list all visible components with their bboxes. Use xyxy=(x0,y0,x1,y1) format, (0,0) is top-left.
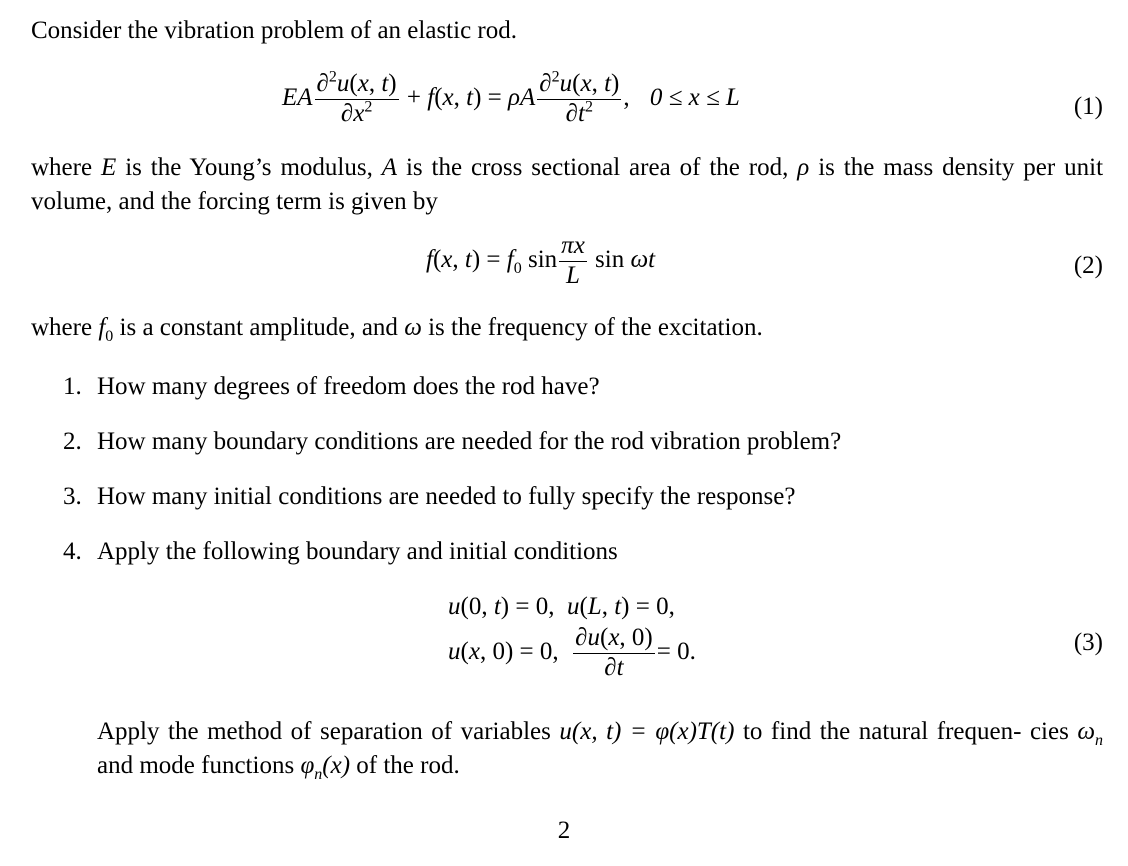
list-item: 4. Apply the following boundary and initial conditions xyxy=(63,538,618,565)
list-item: 1. How many degrees of freedom does the rod have? xyxy=(63,373,600,400)
paragraph-where: where E is the Young’s modulus, A is the cross sectional area of the rod, ρ is the mass density per unit volume, and the forcing term is given by xyxy=(31,154,1104,215)
equation-3-line-2: u(x, 0) = 0, $\frac{\partial u(x, 0)}{\partial t}$ = 0. xyxy=(448,624,696,681)
equation-1-body: EA $\frac{\partial^2u(x, t)}{\partial x^2}$ + f(x, t) = ρA $\frac{\partial^2u(x, t)}{\partial t^2}$ , 0 ≤ x ≤ L xyxy=(282,68,740,127)
equation-3-number: (3) xyxy=(1073,629,1103,656)
list-item: 3. How many initial conditions are needed to fully specify the response? xyxy=(63,483,796,510)
page-number: 2 xyxy=(557,817,571,844)
equation-2-body: f(x, $t) = f_0$ sin $\frac{\pi x}{L}$ sin ωt xyxy=(426,232,656,289)
equation-1-range: 0 ≤ x ≤ L xyxy=(649,83,740,111)
paragraph-f0: where $f_0$ is a constant amplitude, and ω is the frequency of the excitation. xyxy=(31,314,763,345)
list-item: 2. How many boundary conditions are needed for the rod vibration problem? xyxy=(63,428,842,455)
intro-text: Consider the vibration problem of an elastic rod. xyxy=(31,17,517,44)
equation-2-number: (2) xyxy=(1073,252,1103,279)
equation-1-number: (1) xyxy=(1073,93,1103,120)
paragraph-apply: Apply the method of separation of variables u(x, t) = φ(x)T(t) to find the natural frequen- cies $\omega_n$ and mode functions $\varphi_n(x)$ of the rod. xyxy=(97,718,1104,783)
equation-3-line-1: u(0, t) = 0, u(L, t) = 0, xyxy=(448,593,675,620)
